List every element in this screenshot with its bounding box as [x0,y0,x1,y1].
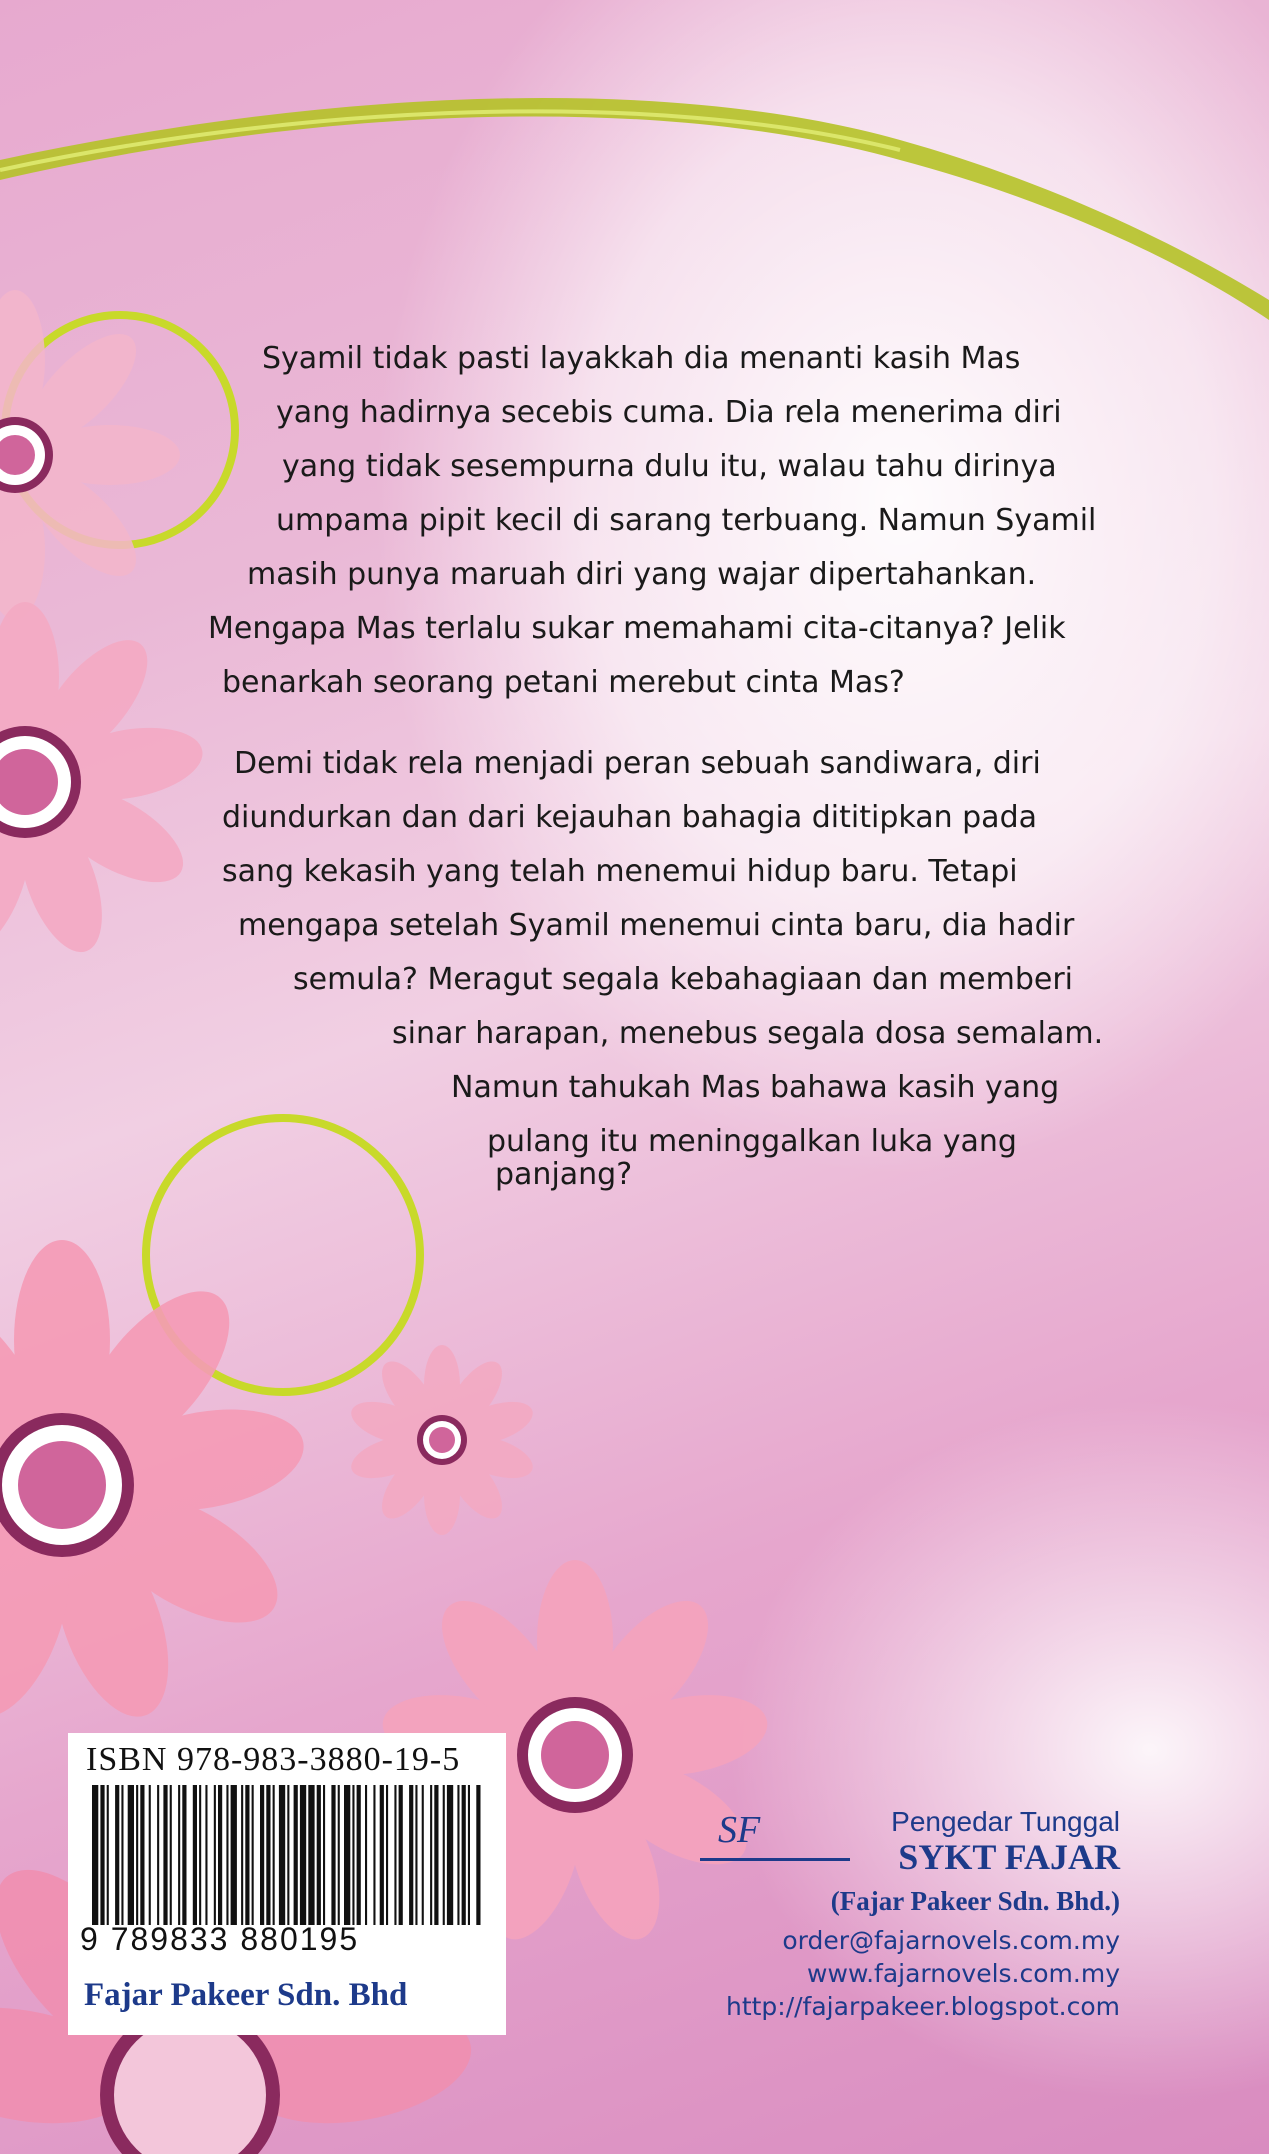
synopsis-line: pulang itu meninggalkan luka yang [487,1124,1017,1159]
barcode-bar [399,1785,403,1925]
barcode-bar [331,1785,335,1925]
barcode-bar [231,1785,237,1925]
barcode-bar [300,1785,306,1925]
barcode-bar [443,1785,445,1925]
isbn-barcode-panel [68,1733,506,2035]
synopsis-line: benarkah seorang petani merebut cinta Mas? [222,665,905,700]
barcode-bar [279,1785,285,1925]
barcode-bar [241,1785,243,1925]
barcode-bar [338,1785,340,1925]
barcode-bar [468,1785,470,1925]
synopsis-line: Demi tidak rela menjadi peran sebuah sandiwara, diri [234,746,1041,781]
distributor-tagline: Pengedar Tunggal [891,1806,1120,1837]
sf-logo-underline [700,1858,850,1861]
distributor-subsidiary: (Fajar Pakeer Sdn. Bhd.) [830,1886,1120,1916]
barcode-bar [357,1785,361,1925]
barcode-bar [462,1785,466,1925]
barcode-bar [115,1785,119,1925]
synopsis-line: semula? Meragut segala kebahagiaan dan memberi [293,962,1074,997]
barcode-bar [226,1785,228,1925]
barcode-bar [193,1785,197,1925]
barcode-bar [294,1785,298,1925]
barcode-bar [266,1785,270,1925]
barcode-bar [218,1785,222,1925]
barcode-bar [308,1785,314,1925]
synopsis-line: yang tidak sesempurna dulu itu, walau tahu dirinya [282,449,1057,484]
barcode-bar [365,1785,367,1925]
synopsis-line: sang kekasih yang telah menemui hidup baru. Tetapi [222,854,1018,889]
barcode-publisher: Fajar Pakeer Sdn. Bhd [84,1977,408,2013]
barcode-bar [128,1785,134,1925]
barcode-bar [317,1785,321,1925]
sf-logo: SF [718,1809,761,1851]
barcode-bar [273,1785,275,1925]
isbn-number: ISBN 978-983-3880-19-5 [86,1741,461,1778]
green-swoosh [0,98,1269,320]
synopsis-line: sinar harapan, menebus segala dosa semalam. [392,1016,1104,1051]
flower-large-left [0,1240,312,1732]
barcode-bar [149,1785,151,1925]
synopsis-line: Syamil tidak pasti layakkah dia menanti kasih Mas [262,341,1021,376]
barcode-bar [457,1785,459,1925]
barcode-bar [287,1785,289,1925]
barcode-bars [86,1785,488,1925]
barcode-bar [205,1785,207,1925]
synopsis-line: masih punya maruah diri yang wajar dipertahankan. [247,557,1037,592]
flower-small-center [346,1345,538,1535]
barcode-bar [415,1785,417,1925]
barcode-bar [476,1785,480,1925]
barcode-bar [430,1785,432,1925]
barcode-bar [380,1785,384,1925]
distributor-blog: http://fajarpakeer.blogspot.com [725,1992,1120,2021]
barcode-number: 9 789833 880195 [80,1921,360,1957]
flower-top-left [0,290,180,620]
distributor-block [700,1800,1120,2021]
barcode-bar [252,1785,254,1925]
barcode-bar [373,1785,375,1925]
flower-left [0,602,208,963]
distributor-email: order@fajarnovels.com.my [782,1926,1120,1955]
barcode-bar [394,1785,396,1925]
synopsis-line: diundurkan dan dari kejauhan bahagia dititipkan pada [222,800,1037,835]
barcode-bar [107,1785,109,1925]
barcode-bar [245,1785,249,1925]
barcode-bar [344,1785,350,1925]
synopsis-line: yang hadirnya secebis cuma. Dia rela menerima diri [276,395,1062,430]
barcode-bar [170,1785,172,1925]
distributor-company: SYKT FAJAR [898,1837,1120,1877]
barcode-bar [163,1785,167,1925]
barcode-bar [182,1785,186,1925]
synopsis-line: panjang? [495,1157,633,1192]
synopsis-line: mengapa setelah Syamil menemui cinta baru, dia hadir [238,908,1075,943]
barcode-bar [409,1785,413,1925]
barcode-bar [447,1785,453,1925]
barcode-bar [260,1785,264,1925]
barcode-bar [92,1785,98,1925]
barcode-bar [140,1785,144,1925]
barcode-bar [100,1785,104,1925]
barcode-bar [214,1785,216,1925]
synopsis-line: Mengapa Mas terlalu sukar memahami cita-citanya? Jelik [208,611,1066,646]
barcode-bar [121,1785,123,1925]
barcode-bar [157,1785,159,1925]
barcode-bar [386,1785,388,1925]
synopsis-line: Namun tahukah Mas bahawa kasih yang [451,1070,1060,1105]
barcode-bar [199,1785,201,1925]
barcode-bar [352,1785,354,1925]
synopsis-line: umpama pipit kecil di sarang terbuang. Namun Syamil [276,503,1097,538]
distributor-website: www.fajarnovels.com.my [807,1959,1120,1988]
barcode-bar [178,1785,180,1925]
barcode-bar [323,1785,325,1925]
barcode-bar [434,1785,438,1925]
barcode-bar [422,1785,424,1925]
barcode-bar [136,1785,138,1925]
